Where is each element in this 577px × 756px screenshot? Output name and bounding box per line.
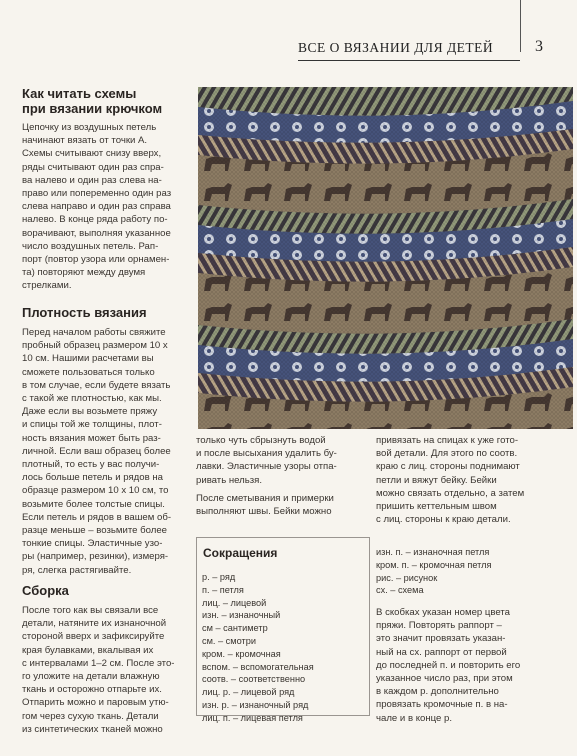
text-line: из синтетических тканей можно: [22, 723, 163, 735]
section-assembly-title: Сборка: [22, 583, 69, 598]
abbreviation-item: соотв. – соответственно: [202, 674, 306, 685]
note-paragraph: [376, 606, 556, 725]
text-line: Цепочку из воздушных петель: [22, 122, 157, 133]
text-line: начинают вязать от точки А.: [22, 135, 148, 147]
text-line: пробный образец размером 10 х: [22, 340, 168, 352]
text-line: число воздушных петель. Рап-: [22, 240, 159, 252]
section-assembly-body: [22, 604, 196, 736]
text-line: стрелками.: [22, 280, 72, 292]
abbreviation-item: кром. – кромочная: [202, 648, 281, 659]
section-schemes-body: [22, 121, 194, 293]
text-line: лось больше петель и рядов на: [22, 472, 163, 484]
page-number: 3: [535, 38, 543, 55]
text-line: ривать нельзя.: [196, 474, 263, 486]
text-line: краю с лиц. стороны поднимают: [376, 461, 520, 473]
section-density-body: [22, 326, 196, 577]
text-line: та) повторяют между двумя: [22, 267, 146, 279]
abbreviation-item: см – сантиметр: [202, 623, 268, 634]
text-line: с такой же плотностью, как мы.: [22, 393, 162, 405]
text-line: После того как вы связали все: [22, 605, 159, 616]
text-line: Если петель и рядов в вашем об-: [22, 511, 172, 523]
text-line: сможете пользоваться только: [22, 366, 155, 378]
abbreviation-item: рис. – рисунок: [376, 572, 438, 583]
text-line: в каждом р. дополнительно: [376, 686, 499, 698]
text-line: ры (например, резинки), измеря-: [22, 551, 169, 563]
text-line: детали, натяните их изнаночной: [22, 618, 167, 630]
text-line: ря, слегка растягивайте.: [22, 564, 132, 576]
running-title: ВСЕ О ВЯЗАНИИ ДЛЯ ДЕТЕЙ: [298, 40, 494, 55]
knit-pattern-svg: [198, 87, 573, 429]
text-line: налево. В конце ряда работу по-: [22, 214, 168, 226]
abbreviation-item: сх. – схема: [376, 585, 424, 596]
column3-text: [376, 434, 556, 526]
text-line: В скобках указан номер цвета: [376, 607, 511, 618]
text-line: петли и вяжут бейку. Бейки: [376, 474, 497, 486]
text-line: с интервалами 1–2 см. После это-: [22, 657, 175, 669]
text-line: Схемы считывают снизу вверх,: [22, 148, 162, 160]
abbreviation-item: лиц. р. – лицевой ряд: [202, 687, 295, 698]
text-line: указанное число раз, при этом: [376, 673, 513, 685]
text-line: пряжи. Повторять раппорт –: [376, 620, 502, 632]
text-line: ткань и осторожно отпарьте их.: [22, 684, 162, 696]
text-line: гом через сухую ткань. Детали: [22, 710, 159, 722]
abbreviation-item: изн. – изнаночный: [202, 610, 281, 621]
text-line: го уложите на детали влажную: [22, 671, 160, 683]
text-line: тонкие спицы. Эластичные узо-: [22, 538, 163, 550]
text-line: После сметывания и примерки: [196, 493, 334, 504]
section-density-title: Плотность вязания: [22, 305, 147, 320]
text-line: личной. Если ваш образец более: [22, 445, 171, 457]
text-line: ворачивают, выполняя указанное: [22, 227, 171, 239]
abbreviation-item: р. – ряд: [202, 572, 236, 582]
text-line: право или попеременно один раз: [22, 188, 172, 200]
text-line: можно связать отдельно, а затем: [376, 487, 525, 499]
text-line: и спицы той же толщины, плот-: [22, 419, 162, 431]
abbreviation-item: лиц. п. – лицевая петля: [202, 712, 303, 723]
abbreviations-list-left: [202, 571, 368, 725]
abbreviation-item: вспом. – вспомогательная: [202, 661, 314, 672]
text-line: провязать кромочные п. в на-: [376, 699, 508, 711]
text-line: и после высыхания удалить бу-: [196, 448, 337, 460]
section-schemes-heading: [22, 86, 162, 116]
column2-text-b: [196, 492, 370, 518]
text-line: вой детали. Для этого по соотв.: [376, 448, 518, 460]
abbreviation-item: лиц. – лицевой: [202, 597, 267, 608]
text-line: образце размером 10 х 10 см, то: [22, 485, 169, 497]
text-line: лавки. Эластичные узоры отпа-: [196, 461, 337, 473]
text-line: только чуть сбрызнуть водой: [196, 435, 326, 446]
knitted-fabric-photo: [198, 87, 573, 429]
text-line: Перед началом работы свяжите: [22, 327, 166, 338]
header-rule: [298, 60, 520, 61]
abbreviations-title: Сокращения: [203, 546, 278, 560]
abbreviation-item: изн. р. – изнаночный ряд: [202, 699, 309, 710]
text-line: это значит провязать указан-: [376, 633, 506, 645]
text-line: края булавками, вкалывая их: [22, 644, 154, 656]
text-line: Даже если вы возьмете пряжу: [22, 406, 158, 418]
text-line: пришить кеттельным швом: [376, 501, 497, 513]
text-line: выполняют швы. Бейки можно: [196, 506, 332, 518]
text-line: ный на сх. раппорт от первой: [376, 646, 507, 658]
section-title-line: при вязании крючком: [22, 101, 163, 116]
text-line: с лиц. стороны к краю детали.: [376, 514, 511, 526]
section-title-line: Как читать схемы: [22, 86, 137, 101]
text-line: возьмите более толстые спицы.: [22, 498, 165, 510]
text-line: Отпарить можно и паровым утю-: [22, 697, 169, 709]
text-line: 10 см. Нашими расчетами вы: [22, 353, 154, 365]
abbreviation-item: см. – смотри: [202, 635, 256, 646]
text-line: плотный, то есть у вас получи-: [22, 459, 160, 471]
column2-text-a: [196, 434, 370, 487]
text-line: ва налево и один раз слева на-: [22, 174, 162, 186]
text-line: разце меньше – возьмите более: [22, 525, 168, 537]
text-line: слева направо и один раз справа: [22, 201, 171, 213]
header-vertical-rule: [520, 0, 521, 52]
text-line: до последней п. и повторить его: [376, 659, 521, 671]
text-line: чале и в конце р.: [376, 712, 453, 724]
abbreviation-item: кром. п. – кромочная петля: [376, 559, 492, 570]
text-line: стороной вверх и зафиксируйте: [22, 631, 165, 643]
text-line: ряды считывают один раз спра-: [22, 161, 164, 173]
text-line: в том случае, если будете вязать: [22, 379, 171, 391]
text-line: порт (повтор узора или орнамен-: [22, 254, 170, 266]
text-line: ность вязания может быть раз-: [22, 432, 161, 444]
text-line: привязать на спицах к уже гото-: [376, 435, 519, 446]
abbreviation-item: п. – петля: [202, 584, 244, 595]
abbreviation-item: изн. п. – изнаночная петля: [376, 547, 490, 557]
abbreviations-list-right: [376, 546, 556, 597]
